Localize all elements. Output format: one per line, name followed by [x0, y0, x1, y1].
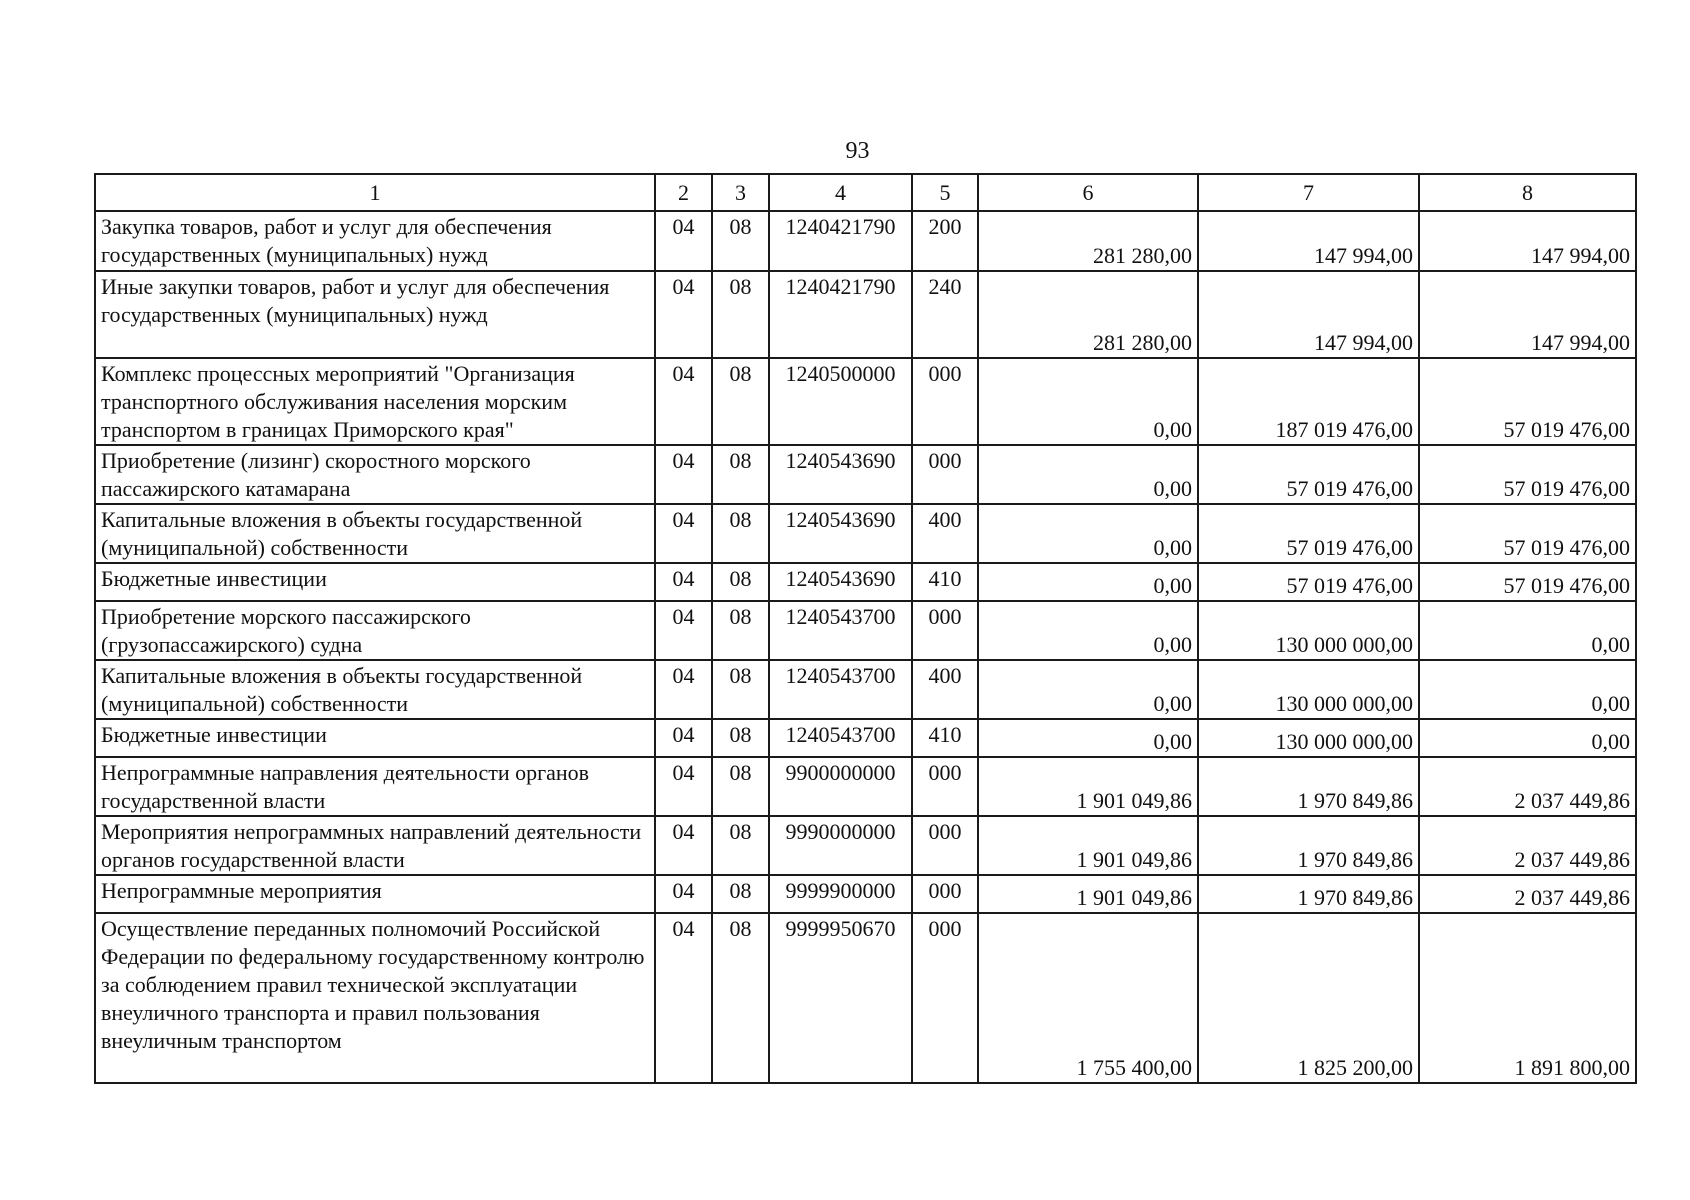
- subsection-code: 08: [712, 913, 769, 1083]
- target-article-code: 1240543700: [769, 660, 912, 719]
- table-row: [95, 913, 1636, 1083]
- target-article-code: 9900000000: [769, 757, 912, 816]
- amount-col6: 0,00: [978, 601, 1198, 660]
- amount-col8: 57 019 476,00: [1419, 358, 1636, 445]
- amount-col8: 147 994,00: [1419, 271, 1636, 358]
- row-name: Бюджетные инвестиции: [95, 719, 655, 757]
- table-header-row: [95, 174, 1636, 211]
- expense-type-code: 000: [912, 875, 978, 913]
- budget-table: [94, 173, 1637, 1084]
- target-article-code: 1240421790: [769, 211, 912, 271]
- amount-col6: 0,00: [978, 563, 1198, 601]
- amount-col7: 1 970 849,86: [1198, 875, 1419, 913]
- table-row: [95, 875, 1636, 913]
- amount-col7: 147 994,00: [1198, 211, 1419, 271]
- subsection-code: 08: [712, 358, 769, 445]
- expense-type-code: 000: [912, 445, 978, 504]
- section-code: 04: [655, 271, 712, 358]
- subsection-code: 08: [712, 875, 769, 913]
- amount-col6: 281 280,00: [978, 271, 1198, 358]
- subsection-code: 08: [712, 211, 769, 271]
- expense-type-code: 000: [912, 816, 978, 875]
- section-code: 04: [655, 719, 712, 757]
- expense-type-code: 410: [912, 719, 978, 757]
- expense-type-code: 400: [912, 660, 978, 719]
- target-article-code: 1240543690: [769, 445, 912, 504]
- expense-type-code: 000: [912, 913, 978, 1083]
- amount-col7: 1 970 849,86: [1198, 757, 1419, 816]
- amount-col6: 1 901 049,86: [978, 757, 1198, 816]
- subsection-code: 08: [712, 601, 769, 660]
- amount-col6: 1 755 400,00: [978, 913, 1198, 1083]
- row-name: Закупка товаров, работ и услуг для обеспечения государственных (муниципальных) нужд: [95, 211, 655, 271]
- table-row: [95, 504, 1636, 563]
- expense-type-code: 400: [912, 504, 978, 563]
- column-header: 8: [1419, 174, 1636, 211]
- amount-col6: 1 901 049,86: [978, 875, 1198, 913]
- column-header: 6: [978, 174, 1198, 211]
- amount-col7: 57 019 476,00: [1198, 445, 1419, 504]
- expense-type-code: 000: [912, 601, 978, 660]
- row-name: Непрограммные мероприятия: [95, 875, 655, 913]
- row-name: Иные закупки товаров, работ и услуг для обеспечения государственных (муниципальных) нужд: [95, 271, 655, 358]
- section-code: 04: [655, 757, 712, 816]
- target-article-code: 1240543700: [769, 601, 912, 660]
- subsection-code: 08: [712, 757, 769, 816]
- subsection-code: 08: [712, 660, 769, 719]
- expense-type-code: 200: [912, 211, 978, 271]
- target-article-code: 1240543690: [769, 563, 912, 601]
- amount-col8: 57 019 476,00: [1419, 504, 1636, 563]
- expense-type-code: 000: [912, 757, 978, 816]
- table-row: [95, 445, 1636, 504]
- subsection-code: 08: [712, 816, 769, 875]
- expense-type-code: 410: [912, 563, 978, 601]
- amount-col7: 1 825 200,00: [1198, 913, 1419, 1083]
- column-header: 1: [95, 174, 655, 211]
- expense-type-code: 240: [912, 271, 978, 358]
- amount-col8: 57 019 476,00: [1419, 563, 1636, 601]
- section-code: 04: [655, 358, 712, 445]
- column-header: 7: [1198, 174, 1419, 211]
- amount-col8: 0,00: [1419, 660, 1636, 719]
- row-name: Бюджетные инвестиции: [95, 563, 655, 601]
- amount-col8: 2 037 449,86: [1419, 757, 1636, 816]
- section-code: 04: [655, 816, 712, 875]
- table-row: [95, 358, 1636, 445]
- row-name: Приобретение (лизинг) скоростного морского пассажирского катамарана: [95, 445, 655, 504]
- amount-col7: 57 019 476,00: [1198, 504, 1419, 563]
- amount-col8: 147 994,00: [1419, 211, 1636, 271]
- amount-col6: 0,00: [978, 719, 1198, 757]
- expense-type-code: 000: [912, 358, 978, 445]
- subsection-code: 08: [712, 504, 769, 563]
- table-row: [95, 719, 1636, 757]
- row-name: Мероприятия непрограммных направлений деятельности органов государственной власти: [95, 816, 655, 875]
- section-code: 04: [655, 660, 712, 719]
- section-code: 04: [655, 563, 712, 601]
- amount-col6: 281 280,00: [978, 211, 1198, 271]
- column-header: 2: [655, 174, 712, 211]
- row-name: Непрограммные направления деятельности органов государственной власти: [95, 757, 655, 816]
- amount-col6: 0,00: [978, 660, 1198, 719]
- amount-col7: 130 000 000,00: [1198, 601, 1419, 660]
- amount-col6: 0,00: [978, 504, 1198, 563]
- amount-col8: 2 037 449,86: [1419, 816, 1636, 875]
- table-row: [95, 757, 1636, 816]
- target-article-code: 9999900000: [769, 875, 912, 913]
- amount-col7: 147 994,00: [1198, 271, 1419, 358]
- amount-col8: 0,00: [1419, 719, 1636, 757]
- page-number: 93: [845, 138, 870, 164]
- section-code: 04: [655, 601, 712, 660]
- row-name: Капитальные вложения в объекты государственной (муниципальной) собственности: [95, 504, 655, 563]
- subsection-code: 08: [712, 563, 769, 601]
- subsection-code: 08: [712, 719, 769, 757]
- amount-col8: 2 037 449,86: [1419, 875, 1636, 913]
- row-name: Осуществление переданных полномочий Российской Федерации по федеральному государственному контролю за соблюдением правил технической эксплуатации внеуличного транспорта и правил пользования внеуличным транспортом: [95, 913, 655, 1083]
- amount-col6: 0,00: [978, 445, 1198, 504]
- subsection-code: 08: [712, 445, 769, 504]
- amount-col7: 187 019 476,00: [1198, 358, 1419, 445]
- table-row: [95, 271, 1636, 358]
- target-article-code: 1240500000: [769, 358, 912, 445]
- target-article-code: 9999950670: [769, 913, 912, 1083]
- section-code: 04: [655, 875, 712, 913]
- table-row: [95, 563, 1636, 601]
- section-code: 04: [655, 445, 712, 504]
- row-name: Приобретение морского пассажирского (грузопассажирского) судна: [95, 601, 655, 660]
- column-header: 4: [769, 174, 912, 211]
- target-article-code: 9990000000: [769, 816, 912, 875]
- column-header: 5: [912, 174, 978, 211]
- amount-col8: 57 019 476,00: [1419, 445, 1636, 504]
- row-name: Капитальные вложения в объекты государственной (муниципальной) собственности: [95, 660, 655, 719]
- section-code: 04: [655, 913, 712, 1083]
- table-row: [95, 660, 1636, 719]
- target-article-code: 1240543700: [769, 719, 912, 757]
- amount-col7: 1 970 849,86: [1198, 816, 1419, 875]
- subsection-code: 08: [712, 271, 769, 358]
- table-row: [95, 601, 1636, 660]
- table-row: [95, 211, 1636, 271]
- section-code: 04: [655, 504, 712, 563]
- column-header: 3: [712, 174, 769, 211]
- amount-col7: 57 019 476,00: [1198, 563, 1419, 601]
- amount-col8: 1 891 800,00: [1419, 913, 1636, 1083]
- target-article-code: 1240543690: [769, 504, 912, 563]
- amount-col8: 0,00: [1419, 601, 1636, 660]
- row-name: Комплекс процессных мероприятий "Организация транспортного обслуживания населения морским транспортом в границах Приморского края": [95, 358, 655, 445]
- amount-col7: 130 000 000,00: [1198, 719, 1419, 757]
- amount-col7: 130 000 000,00: [1198, 660, 1419, 719]
- amount-col6: 1 901 049,86: [978, 816, 1198, 875]
- table-row: [95, 816, 1636, 875]
- amount-col6: 0,00: [978, 358, 1198, 445]
- target-article-code: 1240421790: [769, 271, 912, 358]
- section-code: 04: [655, 211, 712, 271]
